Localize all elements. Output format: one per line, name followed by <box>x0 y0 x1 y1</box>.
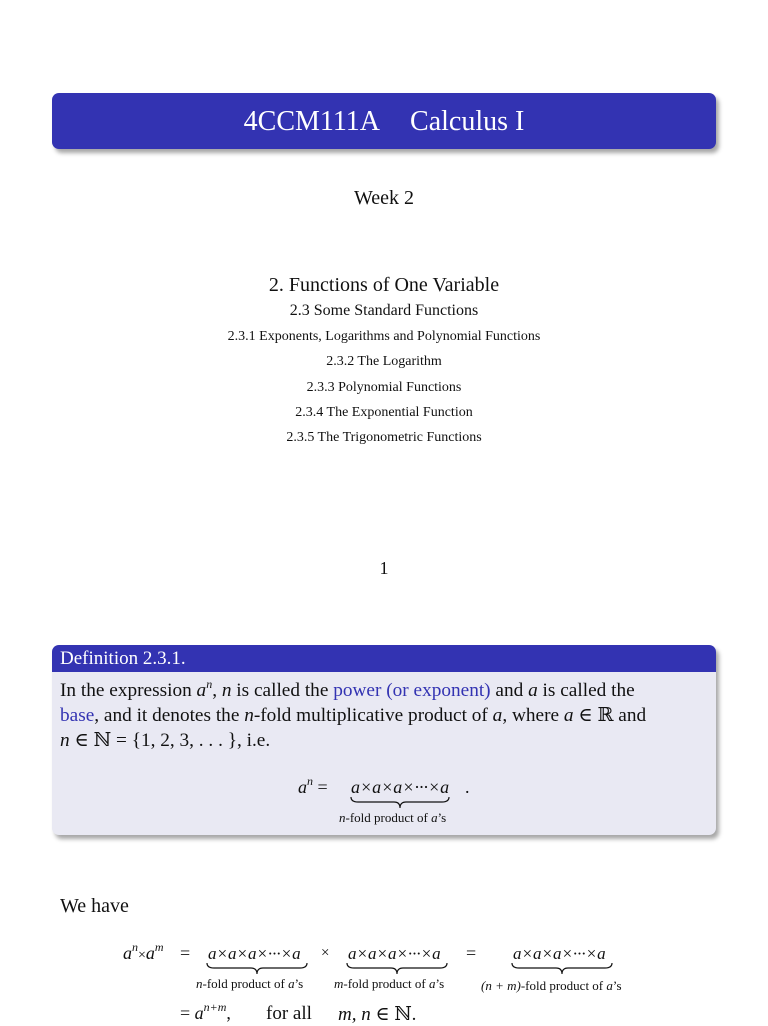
eq-times: × <box>321 945 330 961</box>
course-name: Calculus I <box>410 106 525 137</box>
eq-result: = $a^{n+m}$, <box>180 1000 231 1023</box>
subsection-title: 2.3 Some Standard Functions <box>289 302 479 319</box>
eq-equals-2: = <box>466 943 477 963</box>
definition-product: a×a×a×···×a <box>351 777 450 797</box>
underbrace <box>350 796 450 810</box>
course-code: 4CCM111A <box>243 106 381 137</box>
definition-formula-lhs: $a^n$ = <box>298 774 328 797</box>
section-title: 2. Functions of One Variable <box>268 274 500 296</box>
eq-product-n: a×a×a×···×a <box>208 944 301 963</box>
underbrace <box>346 962 448 976</box>
toc-item: 2.3.2 The Logarithm <box>326 354 442 369</box>
power-term: power (or exponent) <box>333 680 491 701</box>
eq-product-m: a×a×a×···×a <box>348 944 441 963</box>
label-n-fold: n-fold product of a’s <box>196 976 304 991</box>
toc-item: 2.3.5 The Trigonometric Functions <box>286 430 482 445</box>
we-have-text: We have <box>60 895 129 917</box>
toc-item: 2.3.3 Polynomial Functions <box>306 380 462 395</box>
eq-equals-1: = <box>180 943 191 963</box>
page-number: 1 <box>379 558 389 578</box>
underbrace <box>206 962 308 976</box>
week-label: Week 2 <box>353 187 415 209</box>
title-bar <box>52 93 716 149</box>
toc-item: 2.3.1 Exponents, Logarithms and Polynomial Functions <box>227 329 541 344</box>
definition-title: Definition 2.3.1. <box>52 645 716 672</box>
eq-product-nm: a×a×a×···×a <box>513 944 606 963</box>
definition-body: In the expression $a^n$, n is called the power (or exponent) and a is called the base, and it denotes the n-fold multiplicative product of a, where a ∈ ℝ and n ∈ ℕ = {1, 2, 3, . . . }, i.e. <box>60 677 647 751</box>
toc-item: 2.3.4 The Exponential Function <box>295 405 473 420</box>
brace-label: n-fold product of a’s <box>339 810 447 825</box>
label-nm-fold: (n + m)-fold product of a’s <box>481 978 622 993</box>
eq-for-all: for all <box>266 1003 312 1024</box>
definition-period: . <box>465 777 470 797</box>
eq-lhs: $a^n\times a^m$ <box>123 940 164 963</box>
label-m-fold: m-fold product of a’s <box>334 976 445 991</box>
eq-quantifier: m, n ∈ ℕ. <box>338 1004 417 1025</box>
base-term: base <box>60 705 95 726</box>
underbrace <box>511 962 613 976</box>
